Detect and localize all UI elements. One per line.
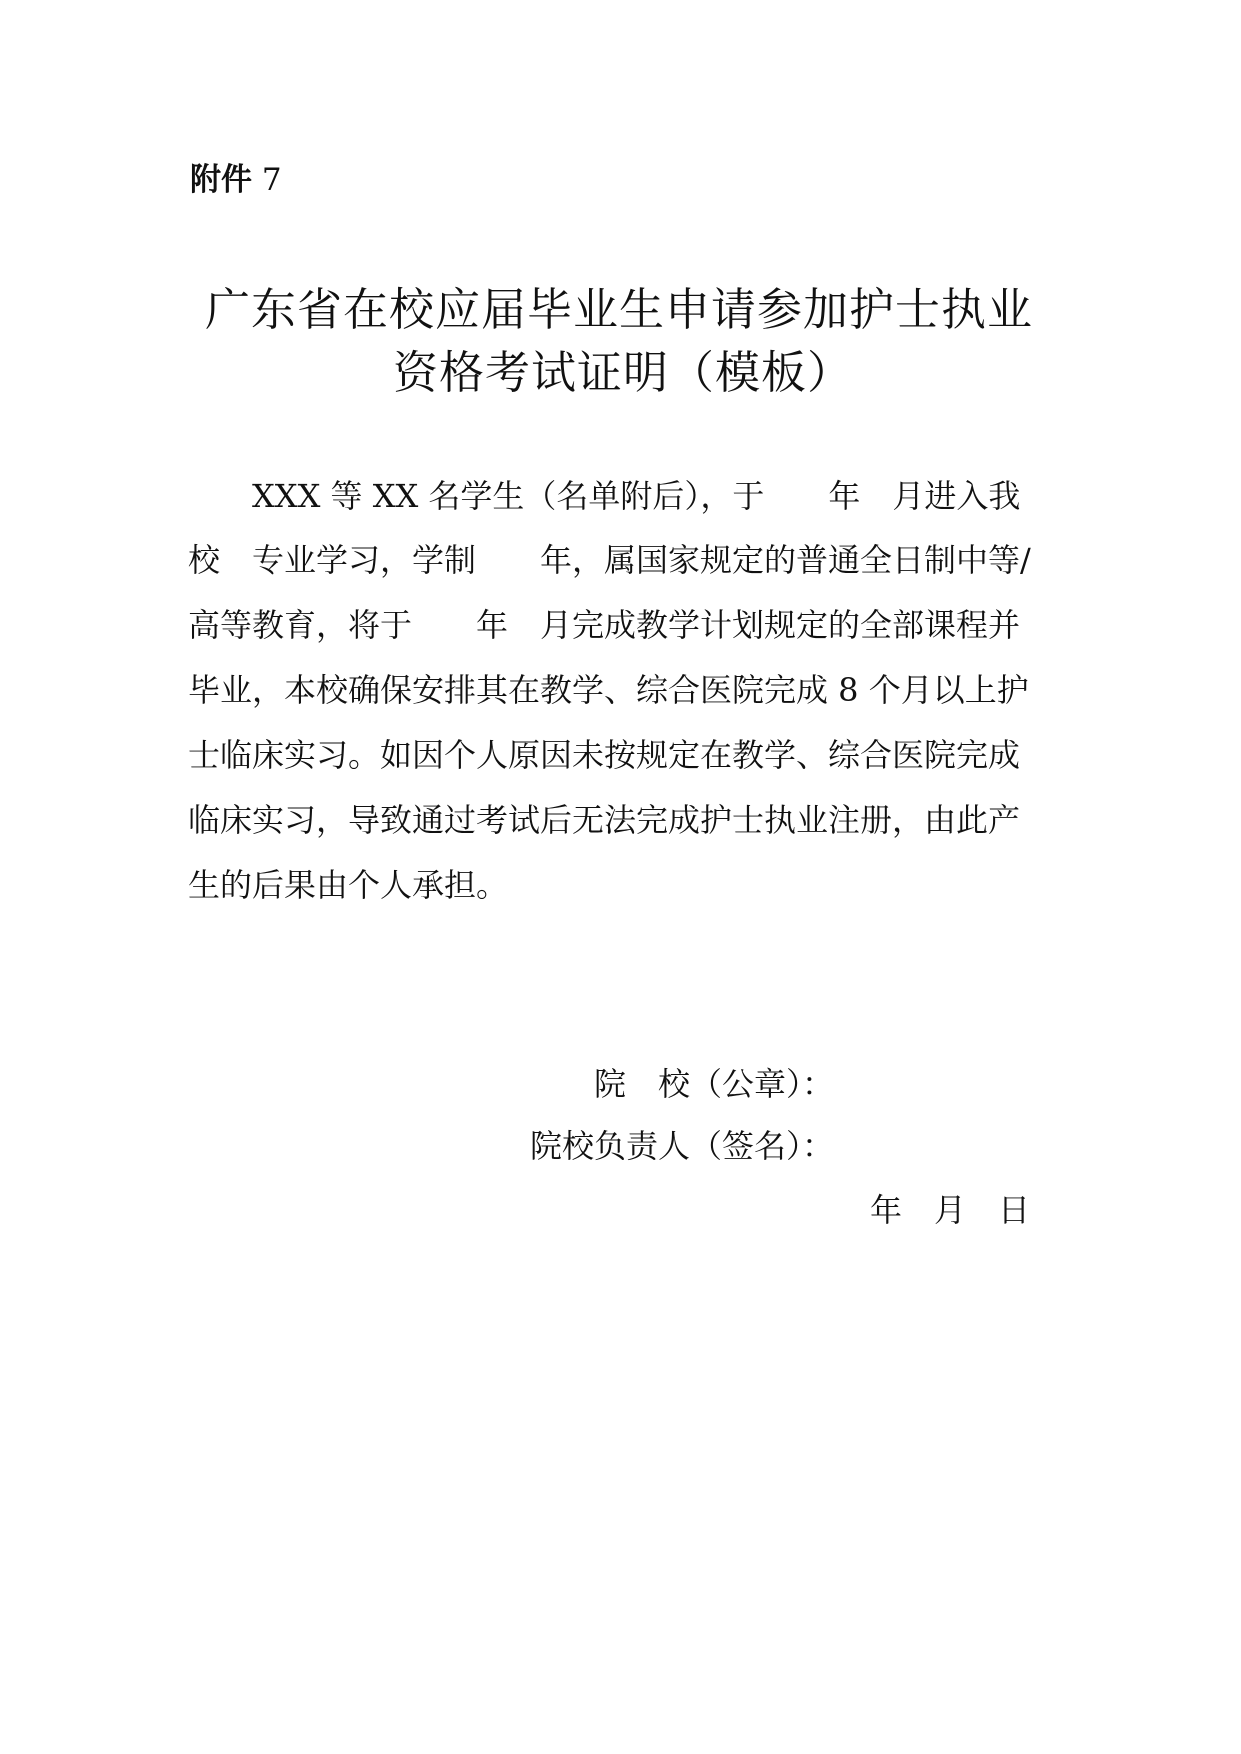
body-line: 士临床实习。如因个人原因未按规定在教学、综合医院完成 [188,736,1021,774]
body-line: 生的后果由个人承担。 [188,866,509,904]
school-seal-line: 院 校（公章）： [594,1065,835,1103]
document-title-line-1: 广东省在校应届毕业生申请参加护士执业 [205,283,1034,336]
body-line: 临床实习，导致通过考试后无法完成护士执业注册，由此产 [188,801,1021,839]
body-line: 毕业，本校确保安排其在教学、综合医院完成 8 个月以上护 [188,671,1029,709]
body-line: XXX 等 XX 名学生（名单附后），于 年 月进入我 [252,477,1021,515]
body-line: 校 专业学习，学制 年，属国家规定的普通全日制中等/ [188,541,1031,579]
document-title-line-2: 资格考试证明（模板） [393,346,854,399]
attachment-number: 7 [261,162,282,198]
attachment-heading [190,160,282,200]
attachment-label: 附件 [190,162,252,198]
date-line: 年 月 日 [870,1191,1031,1229]
principal-signature-line: 院校负责人（签名）： [530,1127,835,1165]
body-line: 高等教育，将于 年 月完成教学计划规定的全部课程并 [188,606,1021,644]
